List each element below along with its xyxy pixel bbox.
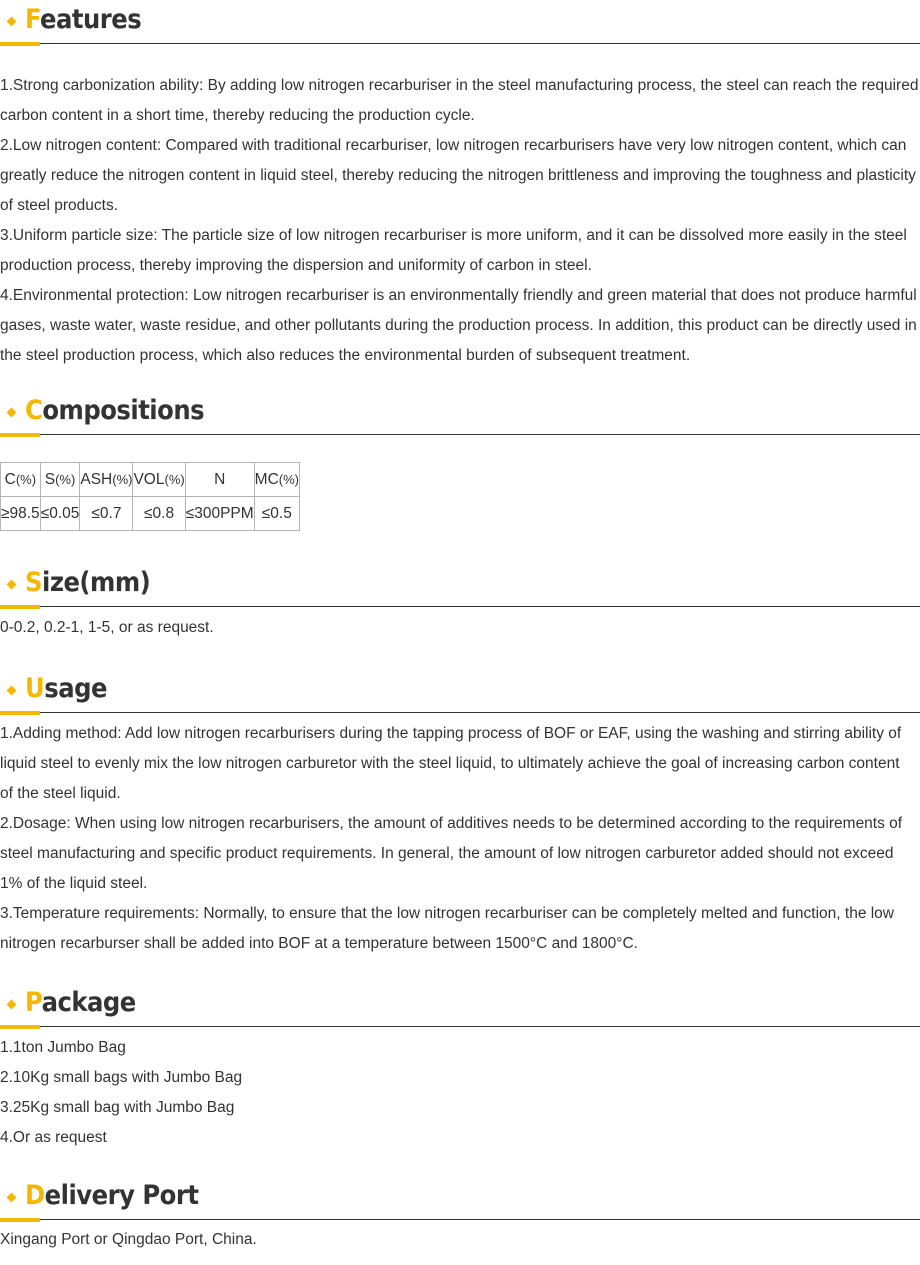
table-header-row [1, 463, 300, 497]
package-heading [0, 983, 920, 1023]
section-title: Size(mm) [25, 567, 151, 598]
section-title: Features [25, 4, 142, 35]
heading-accent [0, 605, 40, 609]
heading-rule [0, 1219, 920, 1220]
usage-line: 2.Dosage: When using low nitrogen recarburisers, the amount of additives needs to be determined according to the requirements of [0, 815, 903, 832]
package-item: 2.10Kg small bags with Jumbo Bag [0, 1069, 243, 1086]
heading-rule [0, 606, 920, 607]
size-section [0, 563, 920, 636]
feature-item: 3.Uniform particle size: The particle size of low nitrogen recarburiser is more uniform, and it can be dissolved more easily in the steel production process, thereby improving the dispersion and uniformity of carbon in steel. [0, 227, 907, 274]
usage-line: nitrogen recarburser shall be added into BOF at a temperature between 1500°C and 1800°C. [0, 935, 638, 952]
usage-list [0, 719, 920, 959]
section-title: Compositions [25, 395, 205, 426]
table-header-cell: N [185, 463, 254, 497]
heading-accent [0, 433, 40, 437]
table-header-cell: S(%) [40, 463, 80, 497]
heading-rule [0, 43, 920, 44]
delivery-section [0, 1176, 920, 1248]
section-title: Usage [25, 673, 107, 704]
usage-line: of the steel liquid. [0, 785, 121, 802]
usage-line: 1.Adding method: Add low nitrogen recarburisers during the tapping process of BOF or EAF, using the washing and stirring ability of [0, 725, 902, 742]
compositions-section [0, 391, 920, 522]
table-header-cell: VOL(%) [133, 463, 185, 497]
features-heading [0, 0, 920, 40]
delivery-heading [0, 1176, 920, 1216]
feature-item: 2.Low nitrogen content: Compared with traditional recarburiser, low nitrogen recarburisers have very low nitrogen content, which can greatly reduce the nitrogen content in liquid steel, thereby reducing the nitrogen brittleness and improving the toughness and plasticity of steel products. [0, 137, 916, 214]
package-item: 1.1ton Jumbo Bag [0, 1039, 126, 1056]
diamond-bullet-icon [7, 1000, 17, 1010]
heading-accent [0, 1218, 40, 1222]
usage-line: 1% of the liquid steel. [0, 875, 148, 892]
diamond-bullet-icon [7, 408, 17, 418]
table-cell: ≤0.8 [133, 497, 185, 531]
features-list [0, 71, 920, 371]
section-title: Package [25, 987, 136, 1018]
heading-accent [0, 42, 40, 46]
usage-line: steel manufacturing and specific product requirements. In general, the amount of low nitrogen carburetor added should not exceed [0, 845, 894, 862]
package-section [0, 983, 920, 1146]
table-row [1, 497, 300, 531]
usage-section [0, 669, 920, 952]
usage-line: 3.Temperature requirements: Normally, to ensure that the low nitrogen recarburiser can be completely melted and function, the low [0, 905, 894, 922]
size-text: 0-0.2, 0.2-1, 1-5, or as request. [0, 619, 214, 636]
heading-accent [0, 1025, 40, 1029]
compositions-heading [0, 391, 920, 431]
feature-item: 1.Strong carbonization ability: By adding low nitrogen recarburiser in the steel manufacturing process, the steel can reach the required carbon content in a short time, thereby reducing the production cycle. [0, 77, 919, 124]
usage-line: liquid steel to evenly mix the low nitrogen carburetor with the steel liquid, to ultimately achieve the goal of increasing carbon content [0, 755, 900, 772]
table-header-cell: MC(%) [254, 463, 299, 497]
table-cell: ≥98.5 [1, 497, 41, 531]
table-cell: ≤300PPM [185, 497, 254, 531]
package-item: 4.Or as request [0, 1129, 107, 1146]
table-cell: ≤0.05 [40, 497, 80, 531]
table-cell: ≤0.7 [80, 497, 133, 531]
table-header-cell: C(%) [1, 463, 41, 497]
section-title: Delivery Port [25, 1180, 199, 1211]
package-list [0, 1033, 242, 1153]
diamond-bullet-icon [7, 1193, 17, 1203]
package-item: 3.25Kg small bag with Jumbo Bag [0, 1099, 235, 1116]
heading-rule [0, 1026, 920, 1027]
usage-heading [0, 669, 920, 709]
size-heading [0, 563, 920, 603]
diamond-bullet-icon [7, 686, 17, 696]
table-header-cell: ASH(%) [80, 463, 133, 497]
heading-rule [0, 434, 920, 435]
heading-rule [0, 712, 920, 713]
delivery-text: Xingang Port or Qingdao Port, China. [0, 1231, 257, 1248]
features-section [0, 0, 920, 364]
compositions-table [0, 462, 300, 531]
feature-item: 4.Environmental protection: Low nitrogen recarburiser is an environmentally friendly and green material that does not produce harmful gases, waste water, waste residue, and other pollutants during the production process. In addition, this product can be directly used in the steel production process, which also reduces the environmental burden of subsequent treatment. [0, 287, 917, 364]
diamond-bullet-icon [7, 17, 17, 27]
diamond-bullet-icon [7, 580, 17, 590]
heading-accent [0, 711, 40, 715]
table-cell: ≤0.5 [254, 497, 299, 531]
